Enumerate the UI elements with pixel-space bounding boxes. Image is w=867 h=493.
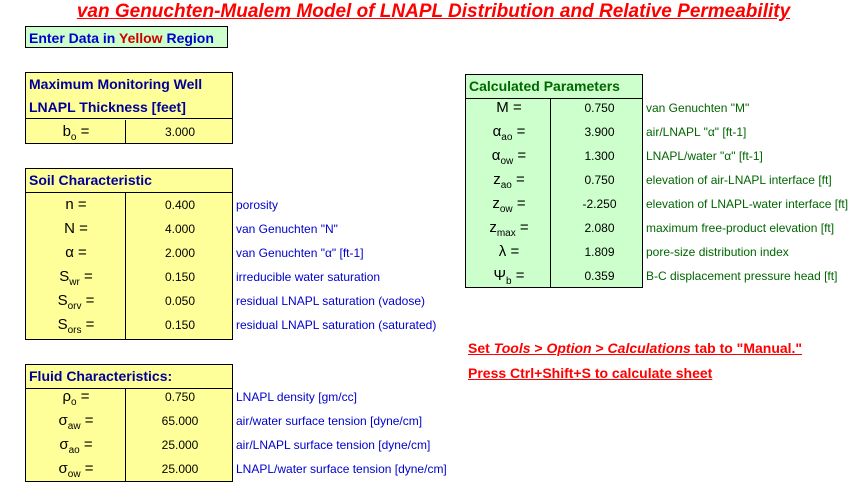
soil-value-cell[interactable]: 0.050 xyxy=(164,294,196,308)
fluid-description: LNAPL/water surface tension [dyne/cm] xyxy=(236,462,447,476)
soil-symbol: N = xyxy=(64,220,88,237)
soil-symbol: α = xyxy=(65,244,87,261)
soil-value-cell[interactable]: 0.400 xyxy=(164,198,196,212)
calculated-symbol: $z_{max}$ = xyxy=(489,219,529,239)
calculated-description: pore-size distribution index xyxy=(646,245,789,259)
calculated-description: elevation of LNAPL-water interface [ft] xyxy=(646,197,849,211)
calculated-value-cell: 1.809 xyxy=(584,245,615,259)
soil-value-cell[interactable]: 4.000 xyxy=(164,222,196,236)
calculated-row xyxy=(466,144,763,168)
calculated-row xyxy=(466,120,747,144)
monitoring-divider xyxy=(125,120,126,144)
calculated-value-cell: 0.750 xyxy=(584,173,615,187)
fluid-row xyxy=(26,385,357,409)
calculated-row xyxy=(466,264,838,288)
calculated-symbol: $\alpha_{ao}$ = xyxy=(492,123,526,143)
fluid-symbol: $\rho_o$ = xyxy=(62,388,90,408)
soil-description: van Genuchten "N" xyxy=(236,222,338,236)
calculated-value-cell: 1.300 xyxy=(584,149,615,163)
fluid-value-cell[interactable]: 0.750 xyxy=(164,390,196,404)
fluid-description: LNAPL density [gm/cc] xyxy=(236,390,357,404)
fluid-value-cell[interactable]: 65.000 xyxy=(161,414,199,428)
calculated-row xyxy=(466,192,849,216)
soil-row xyxy=(26,241,364,265)
fluid-row xyxy=(26,433,431,457)
calculated-description: maximum free-product elevation [ft] xyxy=(646,221,835,235)
manual-calc-note: Set Tools > Option > Calculations tab to "Manual." xyxy=(468,340,803,356)
soil-description: residual LNAPL saturation (saturated) xyxy=(236,318,437,332)
calculated-value-cell: 3.900 xyxy=(584,125,615,139)
calculated-value-cell: 0.750 xyxy=(584,101,615,115)
soil-description: irreducible water saturation xyxy=(236,270,381,284)
fluid-symbol: $\sigma_{ow}$ = xyxy=(58,460,94,480)
calculated-description: B-C displacement pressure head [ft] xyxy=(646,269,838,283)
calculated-description: air/LNAPL "α" [ft-1] xyxy=(646,125,747,139)
soil-description: residual LNAPL saturation (vadose) xyxy=(236,294,425,308)
calculated-symbol: $\Psi_b$ = xyxy=(493,267,525,287)
fluid-description: air/LNAPL surface tension [dyne/cm] xyxy=(236,438,431,452)
soil-row xyxy=(26,217,338,241)
calculated-description: van Genuchten "M" xyxy=(646,101,750,115)
monitoring-well-section xyxy=(25,72,233,144)
calculated-symbol: M = xyxy=(496,99,522,116)
fluid-divider xyxy=(125,388,126,482)
calculated-symbol: $\alpha_{ow}$ = xyxy=(491,147,527,167)
fluid-value-cell[interactable]: 25.000 xyxy=(161,438,199,452)
soil-value-cell[interactable]: 0.150 xyxy=(164,318,196,332)
calculated-value-cell: 0.359 xyxy=(584,269,615,283)
monitoring-header-line1: Maximum Monitoring Well xyxy=(29,76,203,92)
soil-row xyxy=(26,265,381,289)
soil-symbol: n = xyxy=(65,196,87,213)
calculated-row xyxy=(466,168,832,192)
calculated-value-cell: 2.080 xyxy=(584,221,615,235)
soil-description: van Genuchten "α" [ft-1] xyxy=(236,246,364,260)
fluid-row xyxy=(26,409,423,433)
calculated-row xyxy=(466,216,835,240)
soil-header: Soil Characteristic xyxy=(26,169,232,193)
enter-data-text-end: Region xyxy=(162,30,214,46)
yellow-word: Yellow xyxy=(119,30,163,46)
calculated-description: LNAPL/water "α" [ft-1] xyxy=(646,149,763,163)
soil-description: porosity xyxy=(236,198,279,212)
calculated-value-cell: -2.250 xyxy=(582,197,617,211)
enter-data-text: Enter Data in xyxy=(29,30,119,46)
soil-value-cell[interactable]: 2.000 xyxy=(164,246,196,260)
fluid-symbol: $\sigma_{ao}$ = xyxy=(59,436,93,456)
calculated-symbol: λ = xyxy=(498,243,520,260)
calculated-row xyxy=(466,96,750,120)
fluid-row xyxy=(26,457,447,481)
calculated-divider xyxy=(550,98,551,288)
soil-symbol: $S_{orv}$ = xyxy=(57,292,95,312)
soil-symbol: $S_{wr}$ = xyxy=(59,268,93,288)
calculated-symbol: $z_{ow}$ = xyxy=(492,195,526,215)
soil-row xyxy=(26,193,279,217)
fluid-value-cell[interactable]: 25.000 xyxy=(161,462,199,476)
calculated-symbol: $z_{ao}$ = xyxy=(493,171,525,191)
monitoring-header-line2: LNAPL Thickness [feet] xyxy=(26,96,232,119)
bo-row xyxy=(26,120,232,144)
calculated-header: Calculated Parameters xyxy=(466,75,642,99)
bo-symbol: $b_o$ = xyxy=(62,123,90,143)
page-title: van Genuchten-Mualem Model of LNAPL Distribution and Relative Permeability xyxy=(76,1,791,22)
fluid-symbol: $\sigma_{aw}$ = xyxy=(58,412,94,432)
soil-row xyxy=(26,313,437,337)
soil-row xyxy=(26,289,425,313)
calculated-description: elevation of air-LNAPL interface [ft] xyxy=(646,173,832,187)
enter-data-banner xyxy=(25,26,228,48)
soil-value-cell[interactable]: 0.150 xyxy=(164,270,196,284)
bo-value-cell[interactable]: 3.000 xyxy=(164,125,196,139)
soil-symbol: $S_{ors}$ = xyxy=(57,316,95,336)
calculated-row xyxy=(466,240,789,264)
fluid-description: air/water surface tension [dyne/cm] xyxy=(236,414,423,428)
calc-shortcut-note: Press Ctrl+Shift+S to calculate sheet xyxy=(468,365,713,381)
fluid-header: Fluid Characteristics: xyxy=(26,365,232,389)
soil-divider xyxy=(125,192,126,340)
